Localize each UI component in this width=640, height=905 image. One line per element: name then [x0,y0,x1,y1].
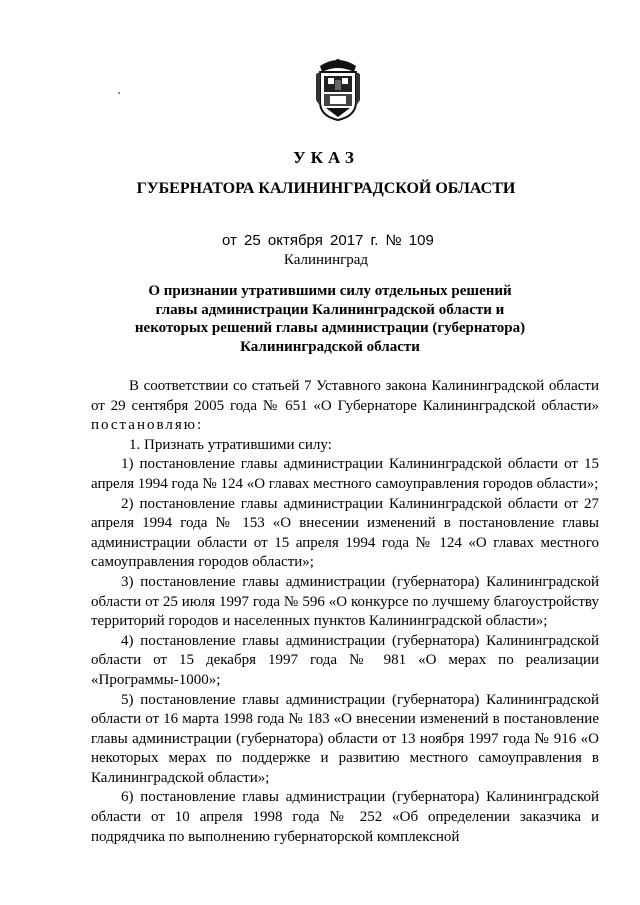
subitem-6: 6) постановление главы администрации (губернатора) Калининградской области от 10 апреля 1998 года № 252 «Об определении заказчика и подрядчика по выполнению губернаторской комплексной [91,789,599,845]
intro-paragraph [91,377,599,436]
document-issuer: ГУБЕРНАТОРА КАЛИНИНГРАДСКОЙ ОБЛАСТИ [136,180,516,197]
decree-word: постановляю: [91,417,204,434]
subitem-1: 1) постановление главы администрации Калининградской области от 15 апреля 1994 года № 124 «О главах местного самоуправления городов области»; [91,456,599,492]
document-city: Калининград [283,252,369,268]
document-body [91,377,599,847]
item-1: 1. Признать утратившими силу: [129,436,332,453]
document-title: УКАЗ [293,148,359,167]
intro-text: В соответствии со статьей 7 Уставного закона Калининградской области от 29 сентября 2005 года № 651 «О Губернаторе Калининградской области» [91,378,599,414]
scan-speck [118,92,120,94]
document-subject: О признании утратившими силу отдельных решений главы администрации Калининградской области и некоторых решений главы администрации (губернатора) Калининградской области [134,283,526,355]
subitem-4: 4) постановление главы администрации (губернатора) Калининградской области от 15 декабря 1997 года № 981 «О мерах по реализации «Программы-1000»; [91,632,599,688]
document-date-line: от 25 октября 2017 г. № 109 [222,232,434,249]
subitem-2: 2) постановление главы администрации Калининградской области от 27 апреля 1994 года № 153 «О внесении изменений в постановление главы администрации области от 15 апреля 1994 года № 124 «О главах местного самоуправления городов области»; [91,495,599,571]
subitem-5: 5) постановление главы администрации (губернатора) Калининградской области от 16 марта 1998 года № 183 «О внесении изменений в постановление главы администрации (губернатора) области от 13 ноября 1997 года № 916 «О некоторых мерах по поддержке и развитию местного самоуправления в Калининградской области»; [91,691,599,786]
subitem-3: 3) постановление главы администрации (губернатора) Калининградской области от 25 июля 1997 года № 596 «О конкурсе по лучшему благоустройству территорий городов и населенных пунктов Калининградской области»; [91,573,599,630]
coat-of-arms-emblem [314,56,362,122]
